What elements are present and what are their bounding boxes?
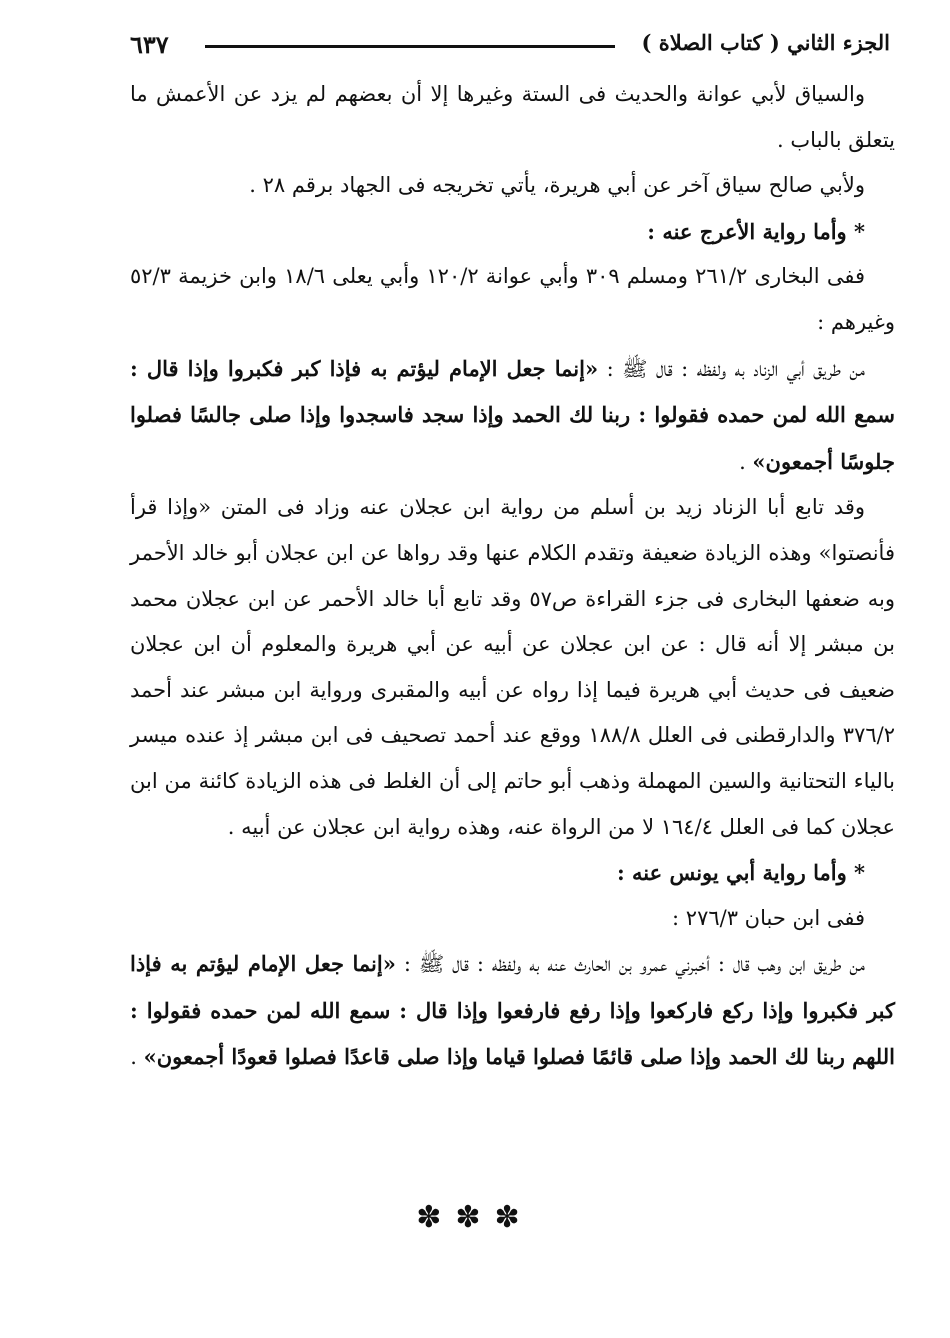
section-heading-araj: * وأما رواية الأعرج عنه : bbox=[647, 218, 865, 244]
body-text bbox=[130, 72, 895, 1081]
paragraph-7-intro: من طريق ابن وهب قال : أخبرني عمرو بن الحارث عنه به ولفظه : قال ﷺ : bbox=[395, 952, 865, 977]
hadith-text-1: «إنما جعل الإمام ليؤتم به فإذا كبر فكبروا وإذا قال : سمع الله لمن حمده فقولوا : ربنا لك الحمد وإذا سجد فاسجدوا وإذا صلى جالسًا فصلوا جلوسًا أجمعون» bbox=[130, 355, 895, 474]
hadith-text-2: «إنما جعل الإمام ليؤتم به فإذا كبر فكبروا وإذا ركع فاركعوا وإذا رفع فارفعوا وإذا قال : سمع الله لمن حمده فقولوا : اللهم ربنا لك الحمد وإذا صلى قائمًا فصلوا قياما وإذا صلى قاعدًا فصلوا قعودًا أجمعون» bbox=[130, 951, 895, 1070]
paragraph-7 bbox=[130, 941, 895, 1081]
paragraph-4-end: . bbox=[739, 449, 753, 474]
paragraph-4 bbox=[130, 346, 895, 486]
paragraph-1: والسياق لأبي عوانة والحديث فى الستة وغيرها إلا أن بعضهم لم يزد عن الأعمش ما يتعلق بالباب . bbox=[130, 82, 895, 152]
paragraph-7-end: . bbox=[130, 1045, 144, 1070]
header-rule bbox=[205, 45, 615, 48]
paragraph-2: ولأبي صالح سياق آخر عن أبي هريرة، يأتي تخريجه فى الجهاد برقم ٢٨ . bbox=[249, 173, 865, 198]
page-header bbox=[130, 28, 890, 64]
paragraph-3: ففى البخارى ٢٦١/٢ ومسلم ٣٠٩ وأبي عوانة ١٢٠/٢ وأبي يعلى ١٨/٦ وابن خزيمة ٥٢/٣ وغيرهم : bbox=[130, 264, 895, 334]
running-title: الجزء الثاني ( كتاب الصلاة ) bbox=[641, 30, 890, 55]
paragraph-4-intro: من طريق أبي الزناد به ولفظه : قال ﷺ : bbox=[598, 356, 865, 381]
section-heading-abu-yunus: * وأما رواية أبي يونس عنه : bbox=[616, 860, 865, 886]
end-ornament: ✽✽✽ bbox=[416, 1200, 534, 1235]
page-number: ٦٣٧ bbox=[130, 30, 169, 59]
paragraph-5: وقد تابع أبا الزناد زيد بن أسلم من رواية ابن عجلان عنه وزاد فى المتن «وإذا قرأ فأنصتوا» وهذه الزيادة ضعيفة وتقدم الكلام عنها وقد رواها عن ابن عجلان أبو خالد الأحمر وبه ضعفها البخارى فى جزء القراءة ص٥٧ وقد تابع أبا خالد الأحمر عن ابن عجلان محمد بن مبشر إلا أنه قال : عن ابن عجلان عن أبيه عن أبي هريرة والمعلوم أن ابن عجلان ضعيف فى حديث أبي هريرة فيما إذا رواه عن أبيه والمقبرى ورواية ابن مبشر عند أحمد ٣٧٦/٢ والدارقطنى فى العلل ١٨٨/٨ ووقع عند أحمد تصحيف فى ابن مبشر إذ عنده ميسر بالياء التحتانية والسين المهملة وذهب أبو حاتم إلى أن الغلط فى هذه الزيادة كائنة من ابن عجلان كما فى العلل ١٦٤/٤ لا من الرواة عنه، وهذه رواية ابن عجلان عن أبيه . bbox=[130, 495, 895, 839]
paragraph-6: ففى ابن حبان ٢٧٦/٣ : bbox=[672, 905, 865, 930]
